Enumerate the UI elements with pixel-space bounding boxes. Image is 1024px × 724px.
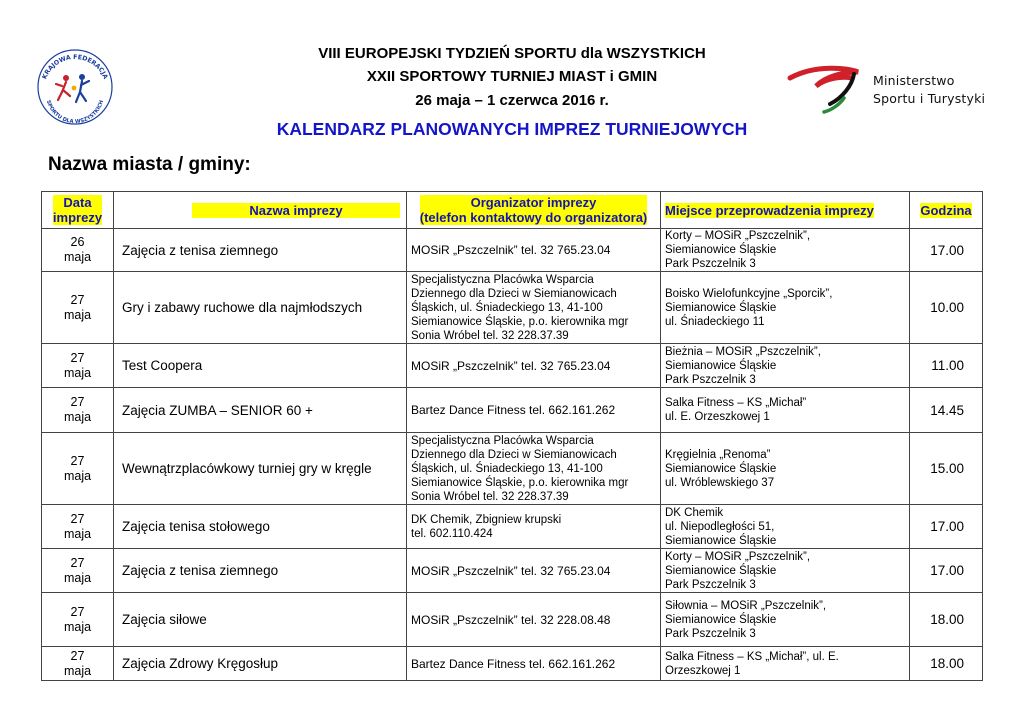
header-dates: 26 maja – 1 czerwca 2016 r. bbox=[415, 92, 609, 109]
event-organizer bbox=[407, 647, 661, 681]
logo-bottom-text: SPORTU DLA WSZYSTKICH bbox=[44, 99, 106, 126]
organizer-line: Dziennego dla Dzieci w Siemianowicach bbox=[411, 448, 617, 461]
table-row bbox=[42, 505, 983, 549]
event-date bbox=[42, 229, 114, 272]
event-name: Zajęcia Zdrowy Kręgosłup bbox=[114, 647, 407, 681]
event-place bbox=[661, 388, 910, 433]
event-place bbox=[661, 549, 910, 593]
event-name: Wewnątrzplacówkowy turniej gry w kręgle bbox=[114, 433, 407, 505]
table-row bbox=[42, 388, 983, 433]
event-date-day: 27 bbox=[70, 511, 85, 526]
header-line-1: VIII EUROPEJSKI TYDZIEŃ SPORTU dla WSZYSTKICH bbox=[318, 45, 706, 62]
event-name: Test Coopera bbox=[114, 344, 407, 388]
place-line: Park Pszczelnik 3 bbox=[665, 627, 756, 640]
organizer-line: Śląskich, ul. Śniadeckiego 13, 41-100 bbox=[411, 462, 603, 475]
event-date-day: 27 bbox=[70, 604, 85, 619]
organizer-line: DK Chemik, Zbigniew krupski bbox=[411, 513, 562, 526]
table-header-row bbox=[42, 192, 983, 229]
event-time: 14.45 bbox=[910, 388, 983, 433]
event-organizer bbox=[407, 229, 661, 272]
event-place bbox=[661, 344, 910, 388]
place-line: Korty – MOSiR „Pszczelnik”, bbox=[665, 550, 811, 563]
col-header-name-label: Nazwa imprezy bbox=[192, 203, 400, 218]
col-header-name bbox=[114, 192, 407, 229]
table-row bbox=[42, 549, 983, 593]
event-organizer bbox=[407, 344, 661, 388]
table-row bbox=[42, 229, 983, 272]
col-header-organizer bbox=[407, 192, 661, 229]
event-organizer bbox=[407, 272, 661, 344]
event-date bbox=[42, 388, 114, 433]
event-place bbox=[661, 229, 910, 272]
event-name: Zajęcia siłowe bbox=[114, 593, 407, 647]
table-row bbox=[42, 647, 983, 681]
event-date bbox=[42, 272, 114, 344]
event-place bbox=[661, 505, 910, 549]
event-date bbox=[42, 647, 114, 681]
table-row bbox=[42, 344, 983, 388]
event-time: 17.00 bbox=[910, 505, 983, 549]
event-date bbox=[42, 549, 114, 593]
ministry-line-2: Sportu i Turystyki bbox=[873, 91, 986, 106]
event-name: Zajęcia z tenisa ziemnego bbox=[114, 229, 407, 272]
place-line: Salka Fitness – KS „Michał”, ul. E. bbox=[665, 650, 839, 663]
event-organizer bbox=[407, 388, 661, 433]
city-label: Nazwa miasta / gminy: bbox=[48, 154, 251, 175]
event-date-month: maja bbox=[63, 250, 92, 264]
event-date-day: 27 bbox=[70, 453, 85, 468]
col-header-date-label: Data imprezy bbox=[52, 195, 103, 225]
event-name: Zajęcia z tenisa ziemnego bbox=[114, 549, 407, 593]
organizer-line: MOSiR „Pszczelnik” tel. 32 228.08.48 bbox=[411, 612, 611, 627]
event-date-month: maja bbox=[63, 526, 92, 541]
event-time: 18.00 bbox=[910, 647, 983, 681]
table-row bbox=[42, 433, 983, 505]
event-date-month: maja bbox=[63, 307, 92, 322]
event-date bbox=[42, 593, 114, 647]
organizer-line: MOSiR „Pszczelnik” tel. 32 765.23.04 bbox=[411, 563, 611, 578]
organizer-line: Siemianowice Śląskie, p.o. kierownika mgr bbox=[411, 476, 629, 489]
organizer-line: Sonia Wróbel tel. 32 228.37.39 bbox=[411, 329, 569, 342]
place-line: Park Pszczelnik 3 bbox=[665, 578, 756, 591]
event-date-day: 27 bbox=[70, 648, 85, 663]
place-line: ul. Niepodległości 51, bbox=[665, 520, 775, 533]
event-time: 17.00 bbox=[910, 549, 983, 593]
event-time: 11.00 bbox=[910, 344, 983, 388]
table-row bbox=[42, 272, 983, 344]
logo-arc-text: KRAJOWA FEDERACJA bbox=[41, 53, 109, 81]
event-date-month: maja bbox=[63, 570, 92, 585]
organizer-line: Siemianowice Śląskie, p.o. kierownika mgr bbox=[411, 315, 629, 328]
event-name: Zajęcia tenisa stołowego bbox=[114, 505, 407, 549]
event-time: 15.00 bbox=[910, 433, 983, 505]
place-line: Siemianowice Śląskie bbox=[665, 462, 777, 475]
event-place bbox=[661, 647, 910, 681]
place-line: DK Chemik bbox=[665, 506, 724, 519]
event-date-day: 26 bbox=[70, 235, 85, 249]
organizer-line: Śląskich, ul. Śniadeckiego 13, 41-100 bbox=[411, 301, 603, 314]
organizer-line: Bartez Dance Fitness tel. 662.161.262 bbox=[411, 656, 616, 671]
header-line-2: XXII SPORTOWY TURNIEJ MIAST i GMIN bbox=[366, 68, 658, 85]
ministry-line-1: Ministerstwo bbox=[873, 73, 955, 88]
event-place bbox=[661, 272, 910, 344]
event-date bbox=[42, 505, 114, 549]
col-header-organizer-label: Organizator imprezy (telefon kontaktowy do organizatora) bbox=[419, 195, 648, 225]
organizer-line: Specjalistyczna Placówka Wsparcia bbox=[411, 273, 594, 286]
event-place bbox=[661, 593, 910, 647]
place-line: Siemianowice Śląskie bbox=[665, 534, 777, 547]
event-organizer bbox=[407, 593, 661, 647]
events-table bbox=[41, 191, 983, 681]
event-date-month: maja bbox=[63, 619, 92, 634]
place-line: Siemianowice Śląskie bbox=[665, 359, 777, 372]
organizer-line: Bartez Dance Fitness tel. 662.161.262 bbox=[411, 403, 616, 417]
col-header-time bbox=[910, 192, 983, 229]
col-header-date bbox=[42, 192, 114, 229]
event-place bbox=[661, 433, 910, 505]
place-line: Kręgielnia „Renoma” bbox=[665, 448, 771, 461]
event-date-month: maja bbox=[63, 365, 92, 380]
organizer-line: Sonia Wróbel tel. 32 228.37.39 bbox=[411, 490, 569, 503]
place-line: ul. E. Orzeszkowej 1 bbox=[665, 411, 770, 423]
event-time: 10.00 bbox=[910, 272, 983, 344]
place-line: Salka Fitness – KS „Michał” bbox=[665, 397, 807, 409]
place-line: Siemianowice Śląskie bbox=[665, 613, 777, 626]
event-date-day: 27 bbox=[70, 555, 85, 570]
event-date-day: 27 bbox=[70, 395, 85, 409]
organizer-line: MOSiR „Pszczelnik” tel. 32 765.23.04 bbox=[411, 243, 611, 257]
table-row bbox=[42, 593, 983, 647]
place-line: Park Pszczelnik 3 bbox=[665, 258, 756, 270]
col-header-place-label: Miejsce przeprowadzenia imprezy bbox=[665, 202, 874, 218]
organizer-line: MOSiR „Pszczelnik” tel. 32 765.23.04 bbox=[411, 358, 611, 373]
place-line: Korty – MOSiR „Pszczelnik”, bbox=[665, 230, 811, 242]
event-date-day: 27 bbox=[70, 292, 85, 307]
event-organizer bbox=[407, 433, 661, 505]
event-date-month: maja bbox=[63, 468, 92, 483]
organizer-line: Dziennego dla Dzieci w Siemianowicach bbox=[411, 287, 617, 300]
event-date-month: maja bbox=[63, 663, 92, 678]
place-line: Boisko Wielofunkcyjne „Sporcik”, bbox=[665, 287, 833, 300]
event-date bbox=[42, 344, 114, 388]
event-name: Gry i zabawy ruchowe dla najmłodszych bbox=[114, 272, 407, 344]
event-date bbox=[42, 433, 114, 505]
event-organizer bbox=[407, 549, 661, 593]
col-header-place bbox=[661, 192, 910, 229]
event-date-month: maja bbox=[63, 410, 92, 424]
col-header-time-label: Godzina bbox=[920, 202, 972, 218]
place-line: Orzeszkowej 1 bbox=[665, 664, 741, 677]
place-line: Bieżnia – MOSiR „Pszczelnik”, bbox=[665, 345, 821, 358]
event-date-day: 27 bbox=[70, 350, 85, 365]
organizer-line: tel. 602.110.424 bbox=[411, 527, 493, 540]
organizer-line: Specjalistyczna Placówka Wsparcia bbox=[411, 434, 594, 447]
place-line: Siemianowice Śląskie bbox=[665, 244, 777, 256]
place-line: ul. Wróblewskiego 37 bbox=[665, 476, 775, 489]
place-line: Park Pszczelnik 3 bbox=[665, 373, 756, 386]
event-name: Zajęcia ZUMBA – SENIOR 60 + bbox=[114, 388, 407, 433]
place-line: Siemianowice Śląskie bbox=[665, 301, 777, 314]
place-line: ul. Śniadeckiego 11 bbox=[665, 315, 765, 328]
place-line: Siemianowice Śląskie bbox=[665, 564, 777, 577]
calendar-title: KALENDARZ PLANOWANYCH IMPREZ TURNIEJOWYCH bbox=[276, 119, 748, 139]
event-organizer bbox=[407, 505, 661, 549]
event-time: 17.00 bbox=[910, 229, 983, 272]
event-time: 18.00 bbox=[910, 593, 983, 647]
place-line: Siłownia – MOSiR „Pszczelnik”, bbox=[665, 599, 827, 612]
